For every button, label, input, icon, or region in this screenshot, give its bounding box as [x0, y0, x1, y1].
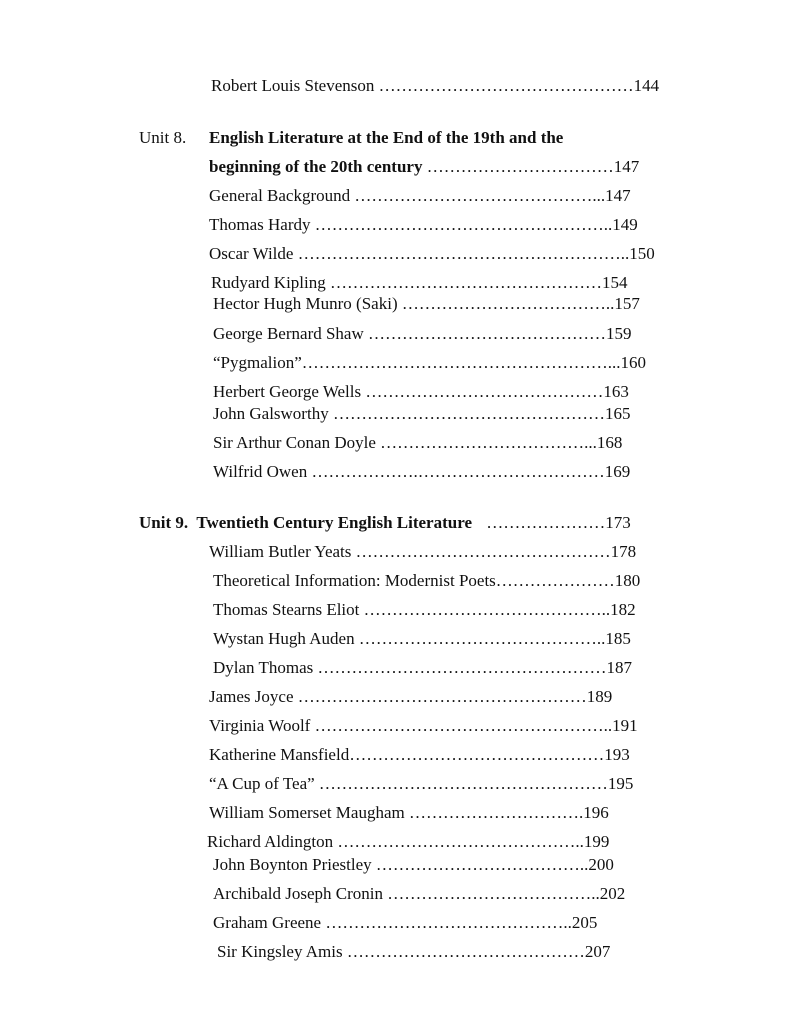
unit-9-title-leader: …………………173	[486, 513, 631, 532]
toc-entry: George Bernard Shaw ……………………………………159	[213, 324, 632, 343]
toc-entry: “Pygmalion”………………………………………………...160	[213, 353, 647, 372]
toc-entry: Rudyard Kipling …………………………………………154	[211, 273, 628, 292]
unit-9-heading	[139, 513, 631, 533]
toc-entry: William Butler Yeats ………………………………………178	[209, 542, 637, 561]
unit-8-title-leader: ……………………………147	[426, 157, 640, 176]
toc-entry: Archibald Joseph Cronin ………………………………..202	[213, 884, 626, 903]
toc-entry: Sir Arthur Conan Doyle ………………………………...168	[213, 433, 623, 452]
toc-entry: James Joyce ……………………………………………189	[209, 687, 613, 706]
toc-entry: “A Cup of Tea” ……………………………………………195	[209, 774, 634, 793]
toc-entry: Herbert George Wells ……………………………………163	[213, 382, 629, 401]
toc-entry: Virginia Woolf ……………………………………………..191	[209, 716, 638, 735]
toc-entry: Thomas Stearns Eliot ……………………………………..182	[213, 600, 636, 619]
unit-8-label: Unit 8.	[139, 128, 187, 147]
unit-9-label: Unit 9.	[139, 513, 189, 532]
toc-entry: Wystan Hugh Auden ……………………………………..185	[213, 629, 631, 648]
unit-8-title-line2-text: beginning of the 20th century	[209, 157, 423, 176]
toc-entry: Sir Kingsley Amis ……………………………………207	[217, 942, 611, 961]
unit-8-title-line2	[209, 157, 639, 177]
toc-entry: Thomas Hardy ……………………………………………..149	[209, 215, 638, 234]
toc-entry: General Background ……………………………………...147	[209, 186, 631, 205]
toc-entry: Oscar Wilde …………………………………………………..150	[209, 244, 655, 263]
toc-entry: Theoretical Information: Modernist Poets…………………180	[213, 571, 641, 590]
toc-entry: John Galsworthy …………………………………………165	[213, 404, 631, 423]
toc-entry-stevenson: Robert Louis Stevenson ………………………………………144	[211, 76, 660, 95]
toc-entry: Wilfrid Owen ……………….……………………………169	[213, 462, 631, 481]
toc-entry: Dylan Thomas ……………………………………………187	[213, 658, 633, 677]
unit-9-title: Twentieth Century English Literature	[196, 513, 472, 532]
toc-entry: Hector Hugh Munro (Saki) ………………………………..157	[213, 294, 640, 313]
toc-entry: Richard Aldington ……………………………………..199	[207, 832, 610, 851]
toc-entry: William Somerset Maugham ………………………….196	[209, 803, 609, 822]
toc-entry: John Boynton Priestley ………………………………..200	[213, 855, 614, 874]
toc-entry: Graham Greene ……………………………………..205	[213, 913, 598, 932]
toc-entry: Katherine Mansfield………………………………………193	[209, 745, 630, 764]
unit-8-title-line1: English Literature at the End of the 19th and the	[209, 128, 564, 147]
